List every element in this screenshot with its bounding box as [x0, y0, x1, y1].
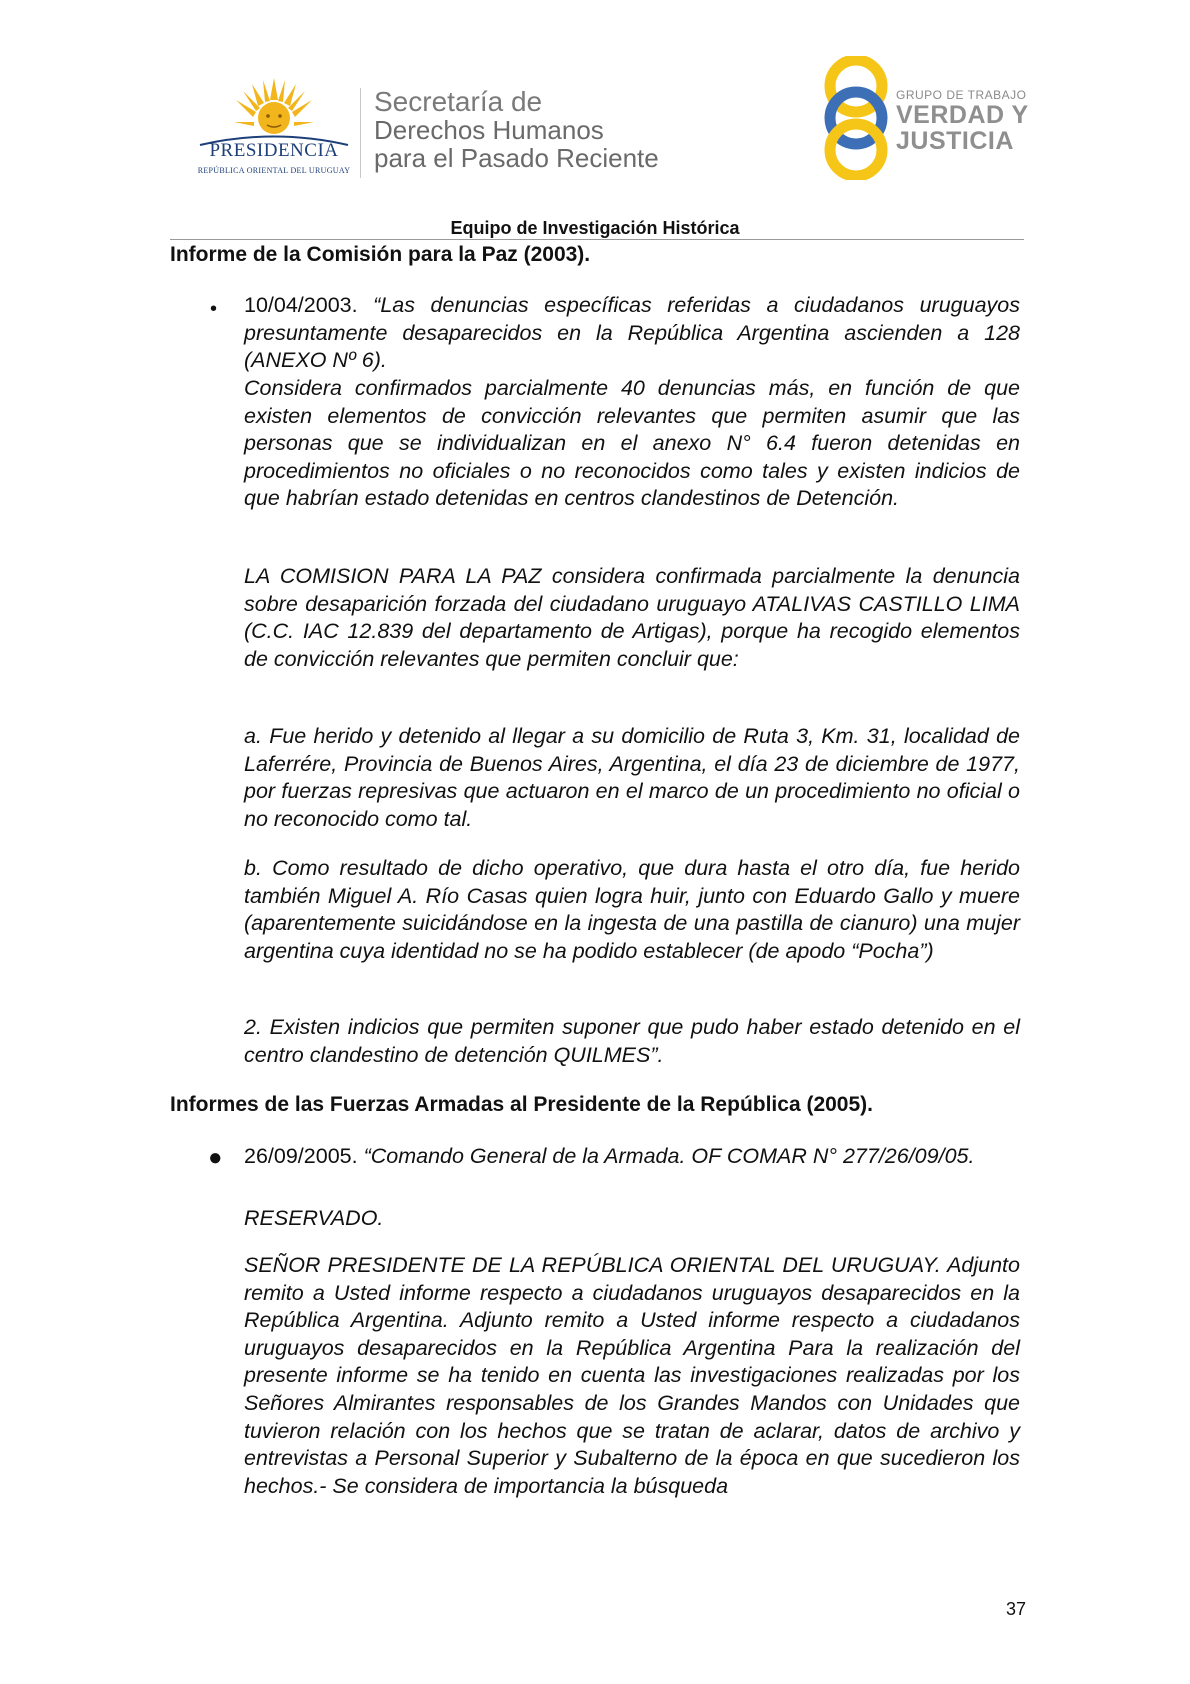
presidencia-name: PRESIDENCIA	[209, 140, 339, 161]
sun-icon	[234, 78, 314, 140]
secretaria-logo-text	[374, 88, 659, 172]
page-header	[0, 0, 1190, 240]
secretaria-line-2: Derechos Humanos	[374, 115, 604, 145]
vj-title-1: VERDAD Y	[896, 101, 1029, 129]
section-2-heading: Informes de las Fuerzas Armadas al Presidente de la República (2005).	[170, 1093, 873, 1116]
paragraph-senor-presidente: SEÑOR PRESIDENTE DE LA REPÚBLICA ORIENTAL DEL URUGUAY. Adjunto remito a Usted informe respecto a ciudadanos uruguayos desaparecidos en la República Argentina. Adjunto remito a Usted informe respecto a ciudadanos uruguayos desaparecidos en la República Argentina Para la realización del presente informe se ha tenido en cuenta las investigaciones realizadas por los Señores Almirantes responsables de los Grandes Mandos con Unidades que tuvieron relación con los hechos que se tratan de aclarar, datos de archivo y entrevistas a Personal Superior y Subalterno de la época en que sucedieron los hechos.- Se considera de importancia la búsqueda	[244, 1253, 1020, 1498]
paragraph-confirmados: Considera confirmados parcialmente 40 denuncias más, en función de que existen elementos de convicción relevantes que permiten asumir que las personas que se individualizan en el anexo N° 6.4 fueron detenidas en procedimientos no oficiales o no reconocidos como tales y existen indicios de que habrían estado detenidas en centros clandestinos de Detención.	[244, 376, 1020, 511]
verdad-justicia-logo-text	[896, 88, 1029, 154]
secretaria-line-3: para el Pasado Reciente	[374, 143, 659, 173]
entry-2005-paragraph	[244, 1143, 1020, 1171]
reservado-label: RESERVADO.	[244, 1206, 384, 1230]
entry-quote: “Comando General de la Armada. OF COMAR N° 277/26/09/05.	[363, 1144, 975, 1168]
vj-group-label: GRUPO DE TRABAJO	[896, 88, 1027, 102]
page-number: 37	[1005, 1599, 1026, 1619]
entry-date: 26/09/2005.	[244, 1144, 364, 1168]
entry-2003-paragraph	[244, 292, 1020, 375]
presidencia-subtitle: REPÚBLICA ORIENTAL DEL URUGUAY	[197, 166, 351, 175]
bullet-icon: ●	[208, 1144, 223, 1171]
bullet-icon: •	[210, 298, 218, 320]
paragraph-item-b: b. Como resultado de dicho operativo, que dura hasta el otro día, fue herido también Miguel A. Río Casas quien logra huir, junto con Eduardo Gallo y muere (aparentemente suicidándose en la ingesta de una pastilla de cianuro) una mujer argentina cuya identidad no se ha podido establecer (de apodo “Pocha”)	[244, 856, 1020, 963]
team-title: Equipo de Investigación Histórica	[450, 218, 740, 238]
paragraph-item-a: a. Fue herido y detenido al llegar a su domicilio de Ruta 3, Km. 31, localidad de Laferrére, Provincia de Buenos Aires, Argentina, el día 23 de diciembre de 1977, por fuerzas represivas que actuaron en el marco de un procedimiento no oficial o no reconocido como tal.	[244, 724, 1020, 831]
paragraph-comision: LA COMISION PARA LA PAZ considera confirmada parcialmente la denuncia sobre desaparición forzada del ciudadano uruguayo ATALIVAS CASTILLO LIMA (C.C. IAC 12.839 del departamento de Artigas), porque ha recogido elementos de convicción relevantes que permiten concluir que:	[244, 564, 1020, 671]
section-1-heading: Informe de la Comisión para la Paz (2003).	[170, 243, 591, 266]
entry-quote: “Las denuncias específicas referidas a ciudadanos uruguayos presuntamente desaparecidos en la República Argentina ascienden a 128 (ANEXO Nº 6).	[244, 293, 1020, 373]
secretaria-line-1: Secretaría de	[374, 86, 543, 117]
presidencia-logo	[196, 78, 352, 178]
paragraph-item-2: 2. Existen indicios que permiten suponer que pudo haber estado detenido en el centro clandestino de detención QUILMES”.	[244, 1015, 1020, 1067]
vj-title-2: JUSTICIA	[896, 127, 1014, 155]
header-rule	[170, 239, 1024, 240]
entry-date: 10/04/2003.	[244, 293, 374, 317]
logo-separator	[360, 88, 361, 178]
